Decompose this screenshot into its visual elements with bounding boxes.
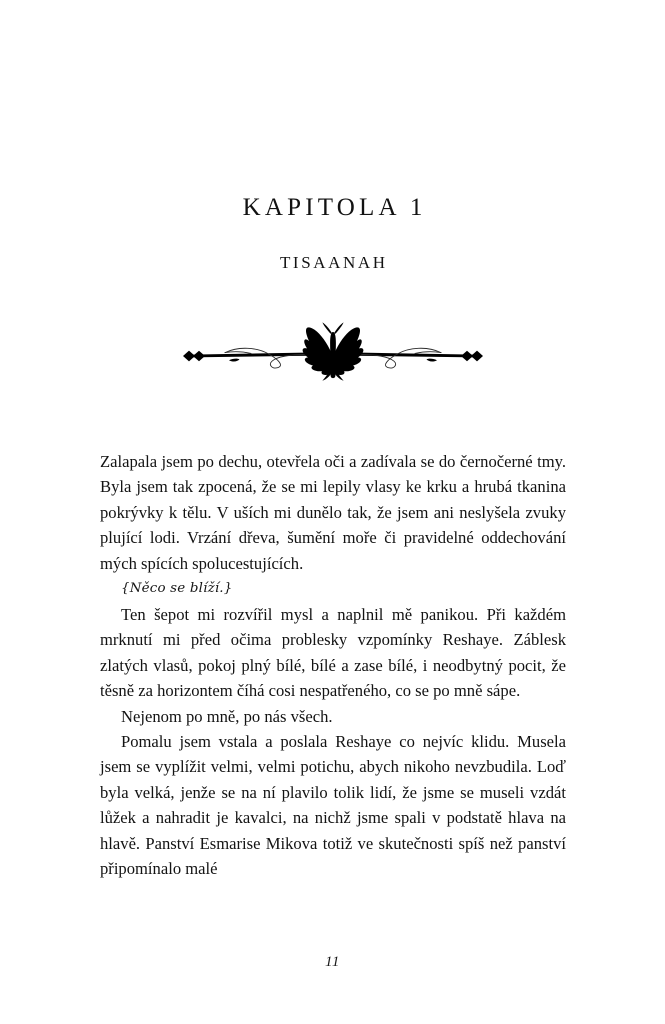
paragraph-2: Ten šepot mi rozvířil mysl a naplnil mě panikou. Při každém mrknutí mi před očima problesky vzpomínky Reshaye. Záblesk zlatých vlasů, pokoj plný bílé, bílé a zase bílé, i neodbytný pocit, že těsně za horizontem číhá cosi nespatřeného, co se po mně sápe. [100,604,566,701]
chapter-heading [0,193,665,274]
butterfly-flourish-divider-icon [173,316,493,396]
chapter-title: KAPITOLA 1 [242,194,427,221]
whisper-line: {Něco se blíží.} [121,581,233,597]
paragraph-3: Nejenom po mně, po nás všech. [121,706,333,726]
paragraph-4: Pomalu jsem vstala a poslala Reshaye co nejvíc klidu. Musela jsem se vyplížit velmi, velmi potichu, abych nikoho nevzbudila. Loď byla velká, jenže se na ní plavilo tolik lidí, že jsme se museli vzdát lůžek a nahradit je kavalci, na nichž jsme spali v podstatě hlava na hlavě. Panství Esmarise Mikova totiž ve skutečnosti spíš než panství připomínalo malé [100,731,566,879]
chapter-subtitle: TISAANAH [279,253,388,272]
page-number: 11 [325,954,340,970]
paragraph-1: Zalapala jsem po dechu, otevřela oči a zadívala se do černočerné tmy. Byla jsem tak zpocená, že se mi lepily vlasy ke krku a hrubá tkanina pokrývky k tělu. V uších mi dunělo tak, že jsem ani neslyšela zvuky plující lodi. Vrzání dřeva, šumění moře či pravidelné oddechování mých spících spolucestujících. [100,452,566,573]
body-text [100,449,566,882]
